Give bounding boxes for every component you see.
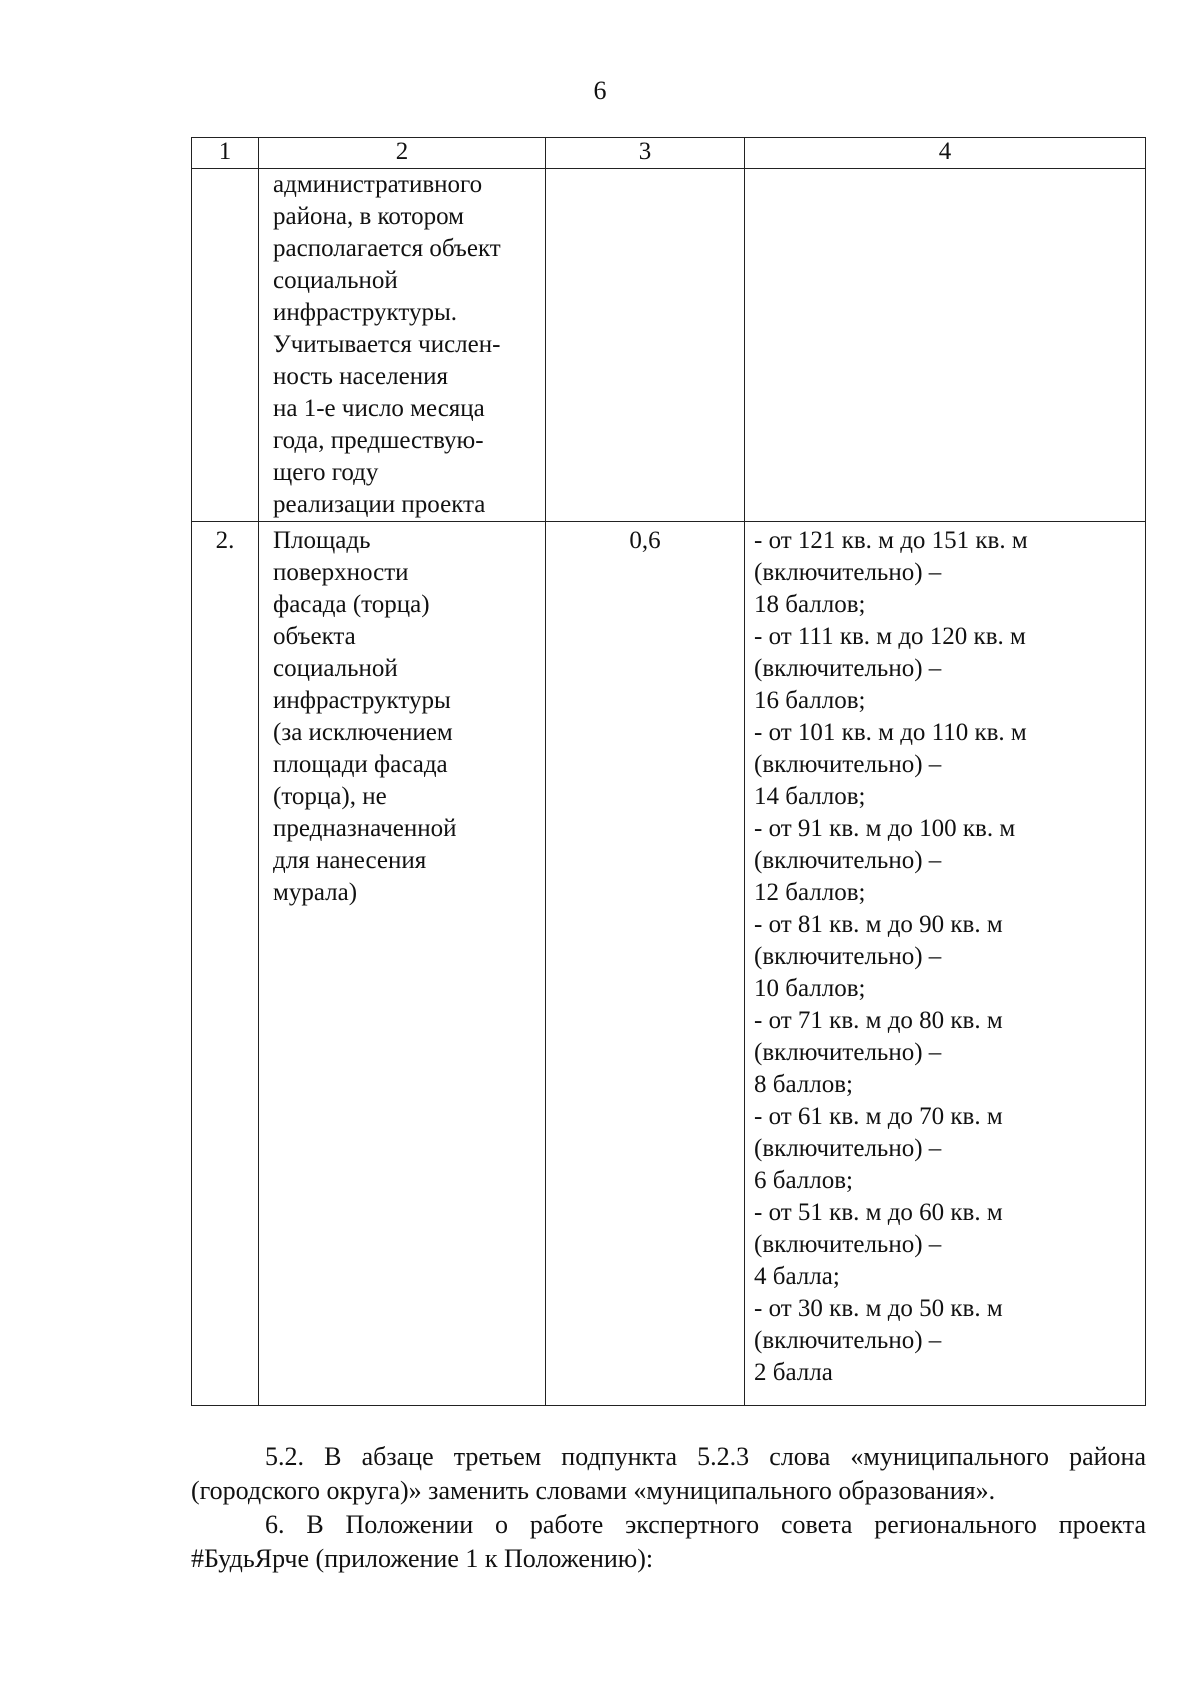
cell-text-line: (включительно) – xyxy=(754,1135,942,1162)
cell-text-line: (включительно) – xyxy=(754,1327,942,1354)
cell-text-line: - от 81 кв. м до 90 кв. м xyxy=(754,911,1003,938)
cell-text-line: (включительно) – xyxy=(754,847,942,874)
cell-text-line: 6 баллов; xyxy=(754,1167,853,1194)
table-row xyxy=(192,522,1146,1406)
cell-text-line: 14 баллов; xyxy=(754,783,866,810)
table-row xyxy=(192,169,1146,522)
cell-text-line: Учитывается числен- xyxy=(273,331,501,358)
cell-text-line: (включительно) – xyxy=(754,1039,942,1066)
weight-cell xyxy=(546,169,745,522)
cell-text-line: предназначенной xyxy=(273,815,457,842)
cell-text-line: (включительно) – xyxy=(754,559,942,586)
cell-text-line: инфраструктуры. xyxy=(273,299,458,326)
row-number xyxy=(192,169,259,522)
cell-text-line: 4 балла; xyxy=(754,1263,840,1290)
cell-text-line: ность населения xyxy=(273,363,448,390)
scale-cell xyxy=(745,522,1146,1406)
cell-text-line: года, предшествую- xyxy=(273,427,484,454)
cell-text-line: на 1-е число месяца xyxy=(273,395,485,422)
cell-text-line: фасада (торца) xyxy=(273,591,430,618)
cell-text-line: щего году xyxy=(273,459,379,486)
cell-text-line: - от 111 кв. м до 120 кв. м xyxy=(754,623,1026,650)
row-number: 2. xyxy=(192,522,259,1406)
column-header-4: 4 xyxy=(745,138,1146,169)
cell-text-line: - от 101 кв. м до 110 кв. м xyxy=(754,719,1027,746)
cell-text-line: 8 баллов; xyxy=(754,1071,853,1098)
cell-text-line: (включительно) – xyxy=(754,751,942,778)
cell-text-line: (торца), не xyxy=(273,783,387,810)
cell-text-line: - от 51 кв. м до 60 кв. м xyxy=(754,1199,1003,1226)
cell-text-line: объекта xyxy=(273,623,356,650)
cell-text-line: социальной xyxy=(273,655,398,682)
cell-text-line: площади фасада xyxy=(273,751,448,778)
column-header-3: 3 xyxy=(546,138,745,169)
cell-text-line: 16 баллов; xyxy=(754,687,866,714)
cell-text-line: Площадь xyxy=(273,527,371,554)
paragraph-6 xyxy=(191,1508,1146,1576)
cell-text-line: реализации проекта xyxy=(273,491,486,518)
column-header-2: 2 xyxy=(259,138,546,169)
cell-text-line: 2 балла xyxy=(754,1359,833,1386)
cell-text-line: (включительно) – xyxy=(754,655,942,682)
page-number: 6 xyxy=(593,76,607,105)
scale-cell xyxy=(745,169,1146,522)
cell-text-line: - от 30 кв. м до 50 кв. м xyxy=(754,1295,1003,1322)
cell-text-line: административного xyxy=(273,171,483,198)
cell-text-line: района, в котором xyxy=(273,203,464,230)
cell-text-line: - от 121 кв. м до 151 кв. м xyxy=(754,527,1028,554)
criterion-cell xyxy=(259,522,546,1406)
cell-text-line: социальной xyxy=(273,267,398,294)
column-header-1: 1 xyxy=(192,138,259,169)
cell-text-line: мурала) xyxy=(273,879,358,906)
criterion-cell xyxy=(259,169,546,522)
paragraph-line: 6. В Положении о работе экспертного совета регионального проекта xyxy=(265,1510,1146,1539)
cell-text-line: 10 баллов; xyxy=(754,975,866,1002)
paragraph-line: 5.2. В абзаце третьем подпункта 5.2.3 слова «муниципального района xyxy=(265,1442,1146,1471)
cell-text-line: - от 71 кв. м до 80 кв. м xyxy=(754,1007,1003,1034)
cell-text-line: инфраструктуры xyxy=(273,687,451,714)
cell-text-line: (включительно) – xyxy=(754,943,942,970)
cell-text-line: 12 баллов; xyxy=(754,879,866,906)
paragraph-5-2 xyxy=(191,1440,1146,1508)
cell-text-line: (включительно) – xyxy=(754,1231,942,1258)
weight-cell: 0,6 xyxy=(546,522,745,1406)
cell-text-line: (за исключением xyxy=(273,719,453,746)
criteria-table xyxy=(191,137,1146,1406)
paragraph-line: #БудьЯрче (приложение 1 к Положению): xyxy=(191,1544,654,1573)
cell-text-line: - от 91 кв. м до 100 кв. м xyxy=(754,815,1016,842)
table-header-row xyxy=(192,138,1146,169)
paragraph-line: (городского округа)» заменить словами «муниципального образования». xyxy=(191,1476,996,1505)
cell-text-line: - от 61 кв. м до 70 кв. м xyxy=(754,1103,1003,1130)
cell-text-line: располагается объект xyxy=(273,235,501,262)
cell-text-line: для нанесения xyxy=(273,847,427,874)
cell-text-line: поверхности xyxy=(273,559,409,586)
cell-text-line: 18 баллов; xyxy=(754,591,866,618)
